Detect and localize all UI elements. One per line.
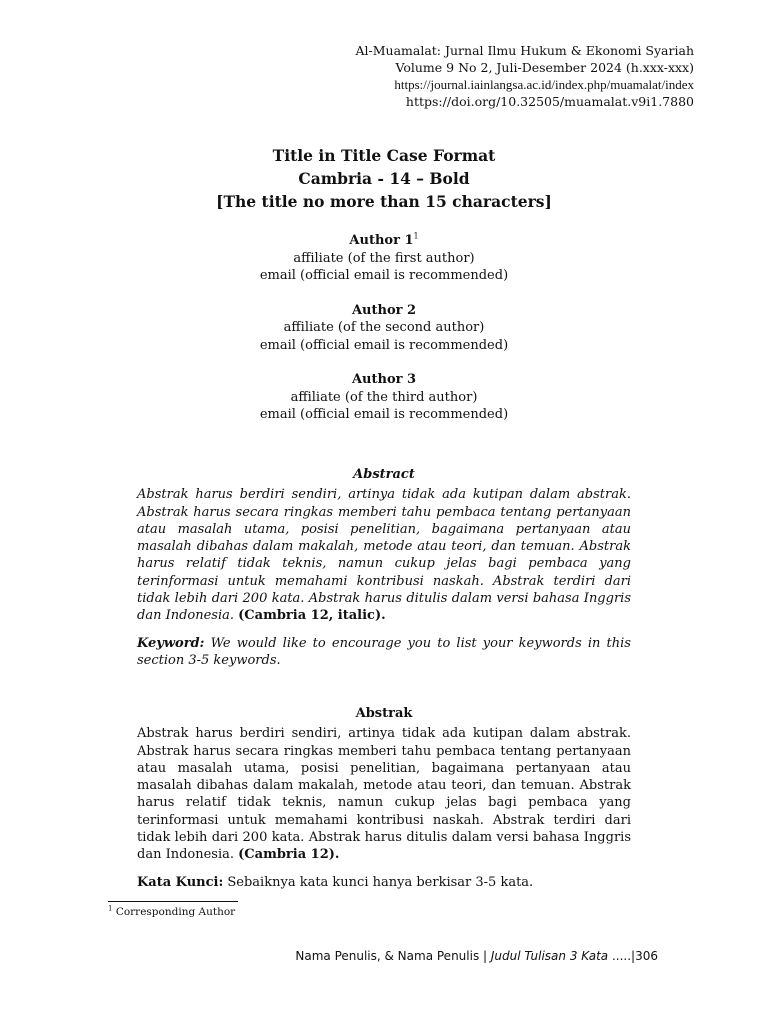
footer-authors: Nama Penulis, & Nama Penulis | <box>295 949 488 963</box>
author-footnote-mark[interactable]: 1 <box>413 231 419 241</box>
author-affiliate: affiliate (of the first author) <box>293 250 475 266</box>
author-block <box>0 371 768 424</box>
abstract-indonesian <box>137 705 631 891</box>
title-line-1: Title in Title Case Format <box>272 146 496 165</box>
author-affiliate: affiliate (of the third author) <box>290 389 478 405</box>
kata-kunci-text: Sebaiknya kata kunci hanya berkisar 3-5 kata. <box>227 874 534 890</box>
doi-link[interactable]: https://doi.org/10.32505/muamalat.v9i1.7880 <box>405 94 694 109</box>
abstract-heading: Abstract <box>353 467 415 482</box>
journal-header <box>174 42 694 110</box>
page-footer <box>295 949 658 963</box>
author-name: Author 2 <box>351 302 417 318</box>
abstract-english <box>137 466 631 669</box>
journal-name: Al-Muamalat: Jurnal Ilmu Hukum & Ekonomi Syariah <box>355 43 694 58</box>
journal-volume: Volume 9 No 2, Juli-Desember 2024 (h.xxx-xxx) <box>395 60 694 75</box>
author-email: email (official email is recommended) <box>259 407 509 422</box>
footnote <box>108 905 235 919</box>
abstract-body: Abstrak harus berdiri sendiri, artinya tidak ada kutipan dalam abstrak. Abstrak harus secara ringkas memberi tahu pembaca tentang pertanyaan atau masalah utama, posisi penelitian, bagaimana pertanyaan atau masalah dibahas dalam makalah, metode atau teori, dan temuan. Abstrak harus relatif tidak teknis, namun cukup jelas bagi pembaca yang terinformasi untuk memahami kontribusi naskah. Abstrak terdiri dari tidak lebih dari 200 kata. Abstrak harus ditulis dalam versi bahasa Inggris dan Indonesia. (Cambria 12, italic). <box>137 487 631 624</box>
keyword-line <box>137 635 631 670</box>
abstrak-format-note: (Cambria 12). <box>238 847 340 863</box>
footnote-mark: 1 <box>108 904 113 913</box>
kata-kunci-label: Kata Kunci: <box>137 874 224 890</box>
author-list <box>0 232 768 441</box>
abstrak-body: Abstrak harus berdiri sendiri, artinya tidak ada kutipan dalam abstrak. Abstrak harus secara ringkas memberi tahu pembaca tentang pertanyaan atau masalah utama, posisi penelitian, bagaimana pertanyaan atau masalah dibahas dalam makalah, metode atau teori, dan temuan. Abstrak harus relatif tidak teknis, namun cukup jelas bagi pembaca yang terinformasi untuk memahami kontribusi naskah. Abstrak terdiri dari tidak lebih dari 200 kata. Abstrak harus ditulis dalam versi bahasa Inggris dan Indonesia. (Cambria 12). <box>137 726 631 863</box>
author-block <box>0 302 768 355</box>
footer-dots: .....| <box>611 949 636 963</box>
author-name: Author 3 <box>351 372 417 387</box>
keyword-text: We would like to encourage you to list your keywords in this section 3-5 keywords. <box>137 635 631 668</box>
footnote-text: Corresponding Author <box>115 906 236 918</box>
abstract-format-note: (Cambria 12, italic). <box>238 608 386 624</box>
footer-short-title: Judul Tulisan 3 Kata <box>490 949 609 963</box>
author-email: email (official email is recommended) <box>259 337 509 353</box>
journal-url[interactable]: https://journal.iainlangsa.ac.id/index.php/muamalat/index <box>394 77 694 92</box>
author-name: Author $1^1$ <box>349 231 419 248</box>
title-line-3: [The title no more than 15 characters] <box>216 192 552 211</box>
author-email: email (official email is recommended) <box>259 268 509 283</box>
title-block <box>0 144 768 213</box>
page-number: 306 <box>635 949 658 963</box>
author-affiliate: affiliate (of the second author) <box>283 320 485 335</box>
footnote-divider <box>108 901 238 902</box>
keyword-label: Keyword: <box>137 635 205 651</box>
title-line-2: Cambria - 14 – Bold <box>298 169 470 188</box>
abstrak-heading: Abstrak <box>355 706 413 721</box>
author-block <box>0 232 768 285</box>
kata-kunci-line <box>137 874 631 891</box>
